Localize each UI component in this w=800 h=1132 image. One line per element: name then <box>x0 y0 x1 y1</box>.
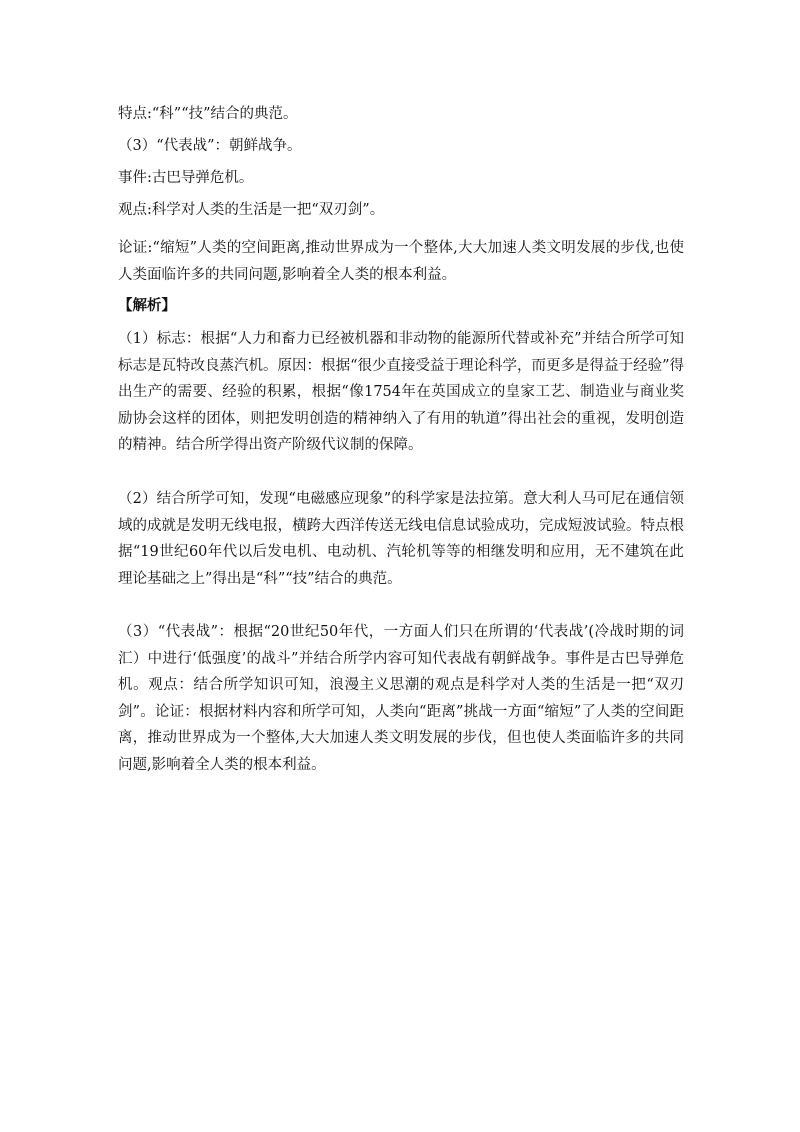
analysis-paragraph-1: （1）标志：根据“人力和畜力已经被机器和非动物的能源所代替或补充”并结合所学可知标志是瓦特改良蒸汽机。原因：根据“很少直接受益于理论科学，而更多是得益于经验”得出生产的需要、经验的积累，根据“像1754年在英国成立的皇家工艺、制造业与商业奖励协会这样的团体，则把发明创造的精神纳入了有用的轨道”得出社会的重视，发明创造的精神。结合所学得出资产阶级代议制的保障。 <box>118 331 684 453</box>
answer-q3-line: （3）“代表战”：朝鲜战争。 <box>118 138 302 154</box>
answer-event-line: 事件:古巴导弹危机。 <box>118 170 254 186</box>
analysis-heading: 【解析】 <box>118 297 176 314</box>
analysis-paragraph-2: （2）结合所学可知，发现“电磁感应现象”的科学家是法拉第。意大利人马可尼在通信领域的成就是发明无线电报，横跨大西洋传送无线电信息试验成功，完成短波试验。特点根据“19世纪60年代以后发电机、电动机、汽轮机等等的相继发明和应用，无不建筑在此理论基础之上”得出是“科”“技”结合的典范。 <box>118 491 684 587</box>
answer-viewpoint-line: 观点:科学对人类的生活是一把“双刃剑”。 <box>118 202 385 218</box>
answer-argument-paragraph: 论证:“缩短”人类的空间距离,推动世界成为一个整体,大大加速人类文明发展的步伐,也使人类面临许多的共同问题,影响着全人类的根本利益。 <box>118 240 684 283</box>
analysis-paragraph-3: （3）“代表战”：根据“20世纪50年代，一方面人们只在所谓的‘代表战’(冷战时期的词汇）中进行‘低强度’的战斗”并结合所学内容可知代表战有朝鲜战争。事件是古巴导弹危机。观点：结合所学知识可知，浪漫主义思潮的观点是科学对人类的生活是一把“双刃剑”。论证：根据材料内容和所学可知，人类向“距离”挑战一方面“缩短”了人类的空间距离，推动世界成为一个整体,大大加速人类文明发展的步伐，但也使人类面临许多的共同问题,影响着全人类的根本利益。 <box>118 624 684 773</box>
answer-feature-line: 特点:“科”“技”结合的典范。 <box>118 106 298 122</box>
